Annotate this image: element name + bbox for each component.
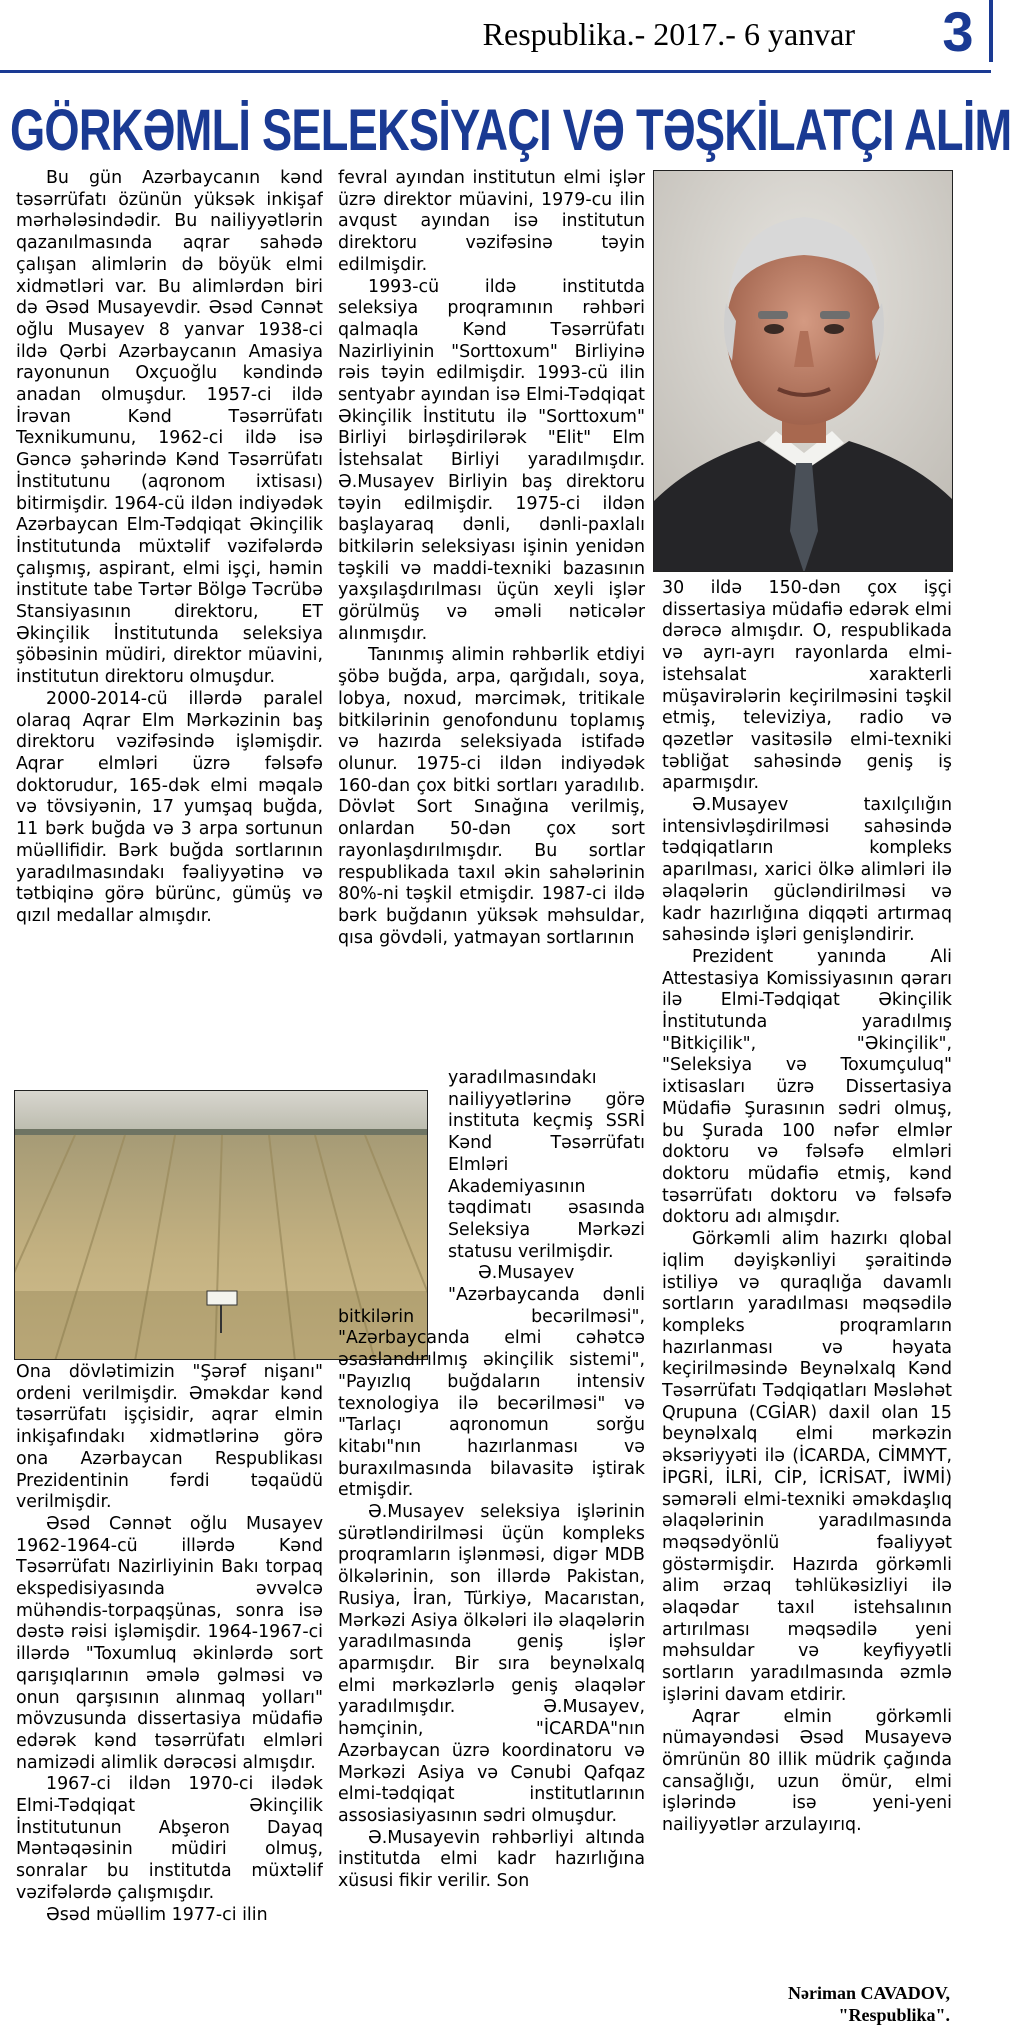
- page-number: 3: [927, 0, 993, 62]
- column-3: [662, 578, 952, 1978]
- paragraph: yaradılmasındakı nailiyyətlərinə görə instituta keçmiş SSRİ Kənd Təsərrüfatı Elmləri Akademiyasının təqdimatı əsasında Seleksiya Mərkəzi statusu verilmişdir.: [448, 1068, 645, 1262]
- column-1-bottom: [16, 1362, 323, 2022]
- paragraph: Prezident yanında Ali Attestasiya Komissiyasının qərarı ilə Elmi-Tədqiqat Əkinçilik İnstitutunda yaradılmış "Bitkiçilik", "Əkinçilik", "Seleksiya və Toxumçuluq" ixtisasları üzrə Dissertasiya Müdafiə Şurasının sədri olmuş, bu Şurada 100 nəfər elmlər doktoru və fəlsəfə elmləri doktoru müdafiə etmiş, kənd təsərrüfatı doktoru və fəlsəfə doktoru adı almışdır.: [662, 946, 952, 1228]
- paragraph: Tanınmış alimin rəhbərlik etdiyi şöbə buğda, arpa, qarğıdalı, soya, lobya, noxud, mərcimək, tritikale bitkilərinin genofondunu toplamış və hazırda seleksiyada istifadə olunur. 1975-ci ildən indiyədək 160-dan çox bitki sortları yaradılıb. Dövlət Sort Sınağına verilmiş, onlardan 50-dən çox sort rayonlaşdırılmışdır. Bu sortlar respublikada taxıl əkin sahələrinin 80%-ni təşkil etmişdir. 1987-ci ildə bərk buğdanın yüksək məhsuldar, qısa gövdəli, yatmayan sortlarının: [338, 645, 645, 948]
- paragraph: Ə.Musayev "Azərbaycanda dənli bitkilərin becərilməsi", "Azərbaycanda elmi cəhətcə əsaslandırılmış əkinçilik sistemi", "Payızlıq buğdaların intensiv texnologiya ilə becərilməsi" və "Tarlaçı aqronomun sorğu kitabı"nın hazırlanması və buraxılmasında bilavasitə iştirak etmişdir.: [338, 1263, 645, 1501]
- column-1-top: [16, 168, 323, 1073]
- paragraph: Bu gün Azərbaycanın kənd təsərrüfatı özünün yüksək inkişaf mərhələsindədir. Bu nailiyyətlərin qazanılmasında aqrar sahədə çalışan alimlərin də böyük elmi xidmətləri var. Bu alimlərdən biri də Əsəd Musayevdir. Əsəd Cənnət oğlu Musayev 8 yanvar 1938-ci ildə Qərbi Azərbaycanın Amasiya rayonunun Oxçuoğlu kəndində anadan olmuşdur. 1957-ci ildə İrəvan Kənd Təsərrüfatı Texnikumunu, 1962-ci ildə isə Gəncə şəhərində Kənd Təsərrüfatı İnstitutunu (aqronom ixtisası) bitirmişdir. 1964-cü ildən indiyədək Azərbaycan Elm-Tədqiqat Əkinçilik İnstitutunda müxtəlif vəzifələrdə çalışmış, aspirant, elmi işçi, həmin institute tabe Tərtər Bölgə Təcrübə Stansiyasının direktoru, ET Əkinçilik İnstitutunda seleksiya şöbəsinin müdiri, direktor müavini, institutun direktoru olmuşdur.: [16, 168, 323, 688]
- header-rule: [0, 70, 991, 73]
- paragraph: fevral ayından institutun elmi işlər üzrə direktor müavini, 1979-cu ilin avqust ayından isə institutun direktoru vəzifəsinə təyin edilmişdir.: [338, 168, 645, 275]
- paragraph: Əsəd Cənnət oğlu Musayev 1962-1964-cü illərdə Kənd Təsərrüfatı Nazirliyinin Bakı torpaq ekspedisiyasında əvvəlcə mühəndis-torpaqşünas, sonra isə dəstə rəisi işləmişdir. 1964-1967-ci illərdə "Toxumluq əkinlərdə sort qarışıqlarının əmələ gəlməsi və onun qarşısının alınmaq yolları" mövzusunda dissertasiya müdafiə edərək kənd təsərrüfatı elmləri namizədi alimlik dərəcəsi almışdır.: [16, 1513, 323, 1773]
- newspaper-date-line: Respublika.- 2017.- 6 yanvar: [482, 16, 855, 52]
- paragraph: Ə.Musayevin rəhbərliyi altında institutda elmi kadr hazırlığına xüsusi fikir verilir. Son: [338, 1827, 645, 1892]
- paragraph: 1993-cü ildə institutda seleksiya proqramının rəhbəri qalmaqla Kənd Təsərrüfatı Nazirliyinin "Sorttoxum" Birliyinə rəis təyin edilmişdir. 1993-cü ilin sentyabr ayından isə Elmi-Tədqiqat Əkinçilik İnstitutu ilə "Sorttoxum" Birliyi birləşdirilərək "Elit" Elm İstehsalat Birliyi yaradılmışdır. Ə.Musayev Birliyin baş direktoru təyin edilmişdir. 1975-ci ildən başlayaraq dənli, dənli-paxlalı bitkilərin seleksiyası işinin yenidən təşkili və maddi-texniki bazasının yaxşılaşdırılması üçün xeyli işlər görülmüş və əməli nəticələr alınmışdır.: [338, 276, 645, 644]
- portrait-image: [654, 171, 953, 572]
- paragraph: Ə.Musayev seleksiya işlərinin sürətləndirilməsi üçün kompleks proqramların işlənməsi, digər MDB ölkələrinin, son illərdə Pakistan, Rusiya, İran, Türkiyə, Macarıstan, Mərkəzi Asiya ölkələri ilə əlaqələrin yaradılmasında geniş işlər aparmışdır. Bir sıra beynəlxalq elmi mərkəzlərlə geniş əlaqələr yaradılmışdır. Ə.Musayev, həmçinin, "İCARDA"nın Azərbaycan üzrə koordinatoru və Mərkəzi Asiya və Cənubi Qafqaz elmi-tədqiqat institutlarının assosiasiyasının sədri olmuşdur.: [338, 1502, 645, 1826]
- article-headline: GÖRKƏMLİ SELEKSİYAÇI VƏ TƏŞKİLATÇI ALİM: [10, 98, 1012, 163]
- source-name: "Respublika".: [838, 2005, 950, 2025]
- column-2-top: [338, 168, 645, 1068]
- paragraph: Əsəd müəllim 1977-ci ilin: [46, 1904, 268, 1925]
- paragraph: 1967-ci ildən 1970-ci ilədək Elmi-Tədqiqat Əkinçilik İnstitutunun Abşeron Dayaq Məntəqəsinin müdiri olmuş, sonralar bu institutda müxtəlif vəzifələrdə çalışmışdır.: [16, 1774, 323, 1903]
- paragraph: 30 ildə 150-dən çox işçi dissertasiya müdafiə edərək elmi dərəcə almışdır. O, respublikada və ayrı-ayrı rayonlarda elmi-istehsalat xarakterli müşavirələrin keçirilməsini təşkil etmiş, televiziya, radio və qəzetlər vasitəsilə elmi-texniki təbliğat sahəsində geniş iş aparmışdır.: [662, 578, 952, 794]
- column-2-bottom: [338, 1068, 645, 2028]
- paragraph: Ə.Musayev taxılçılığın intensivləşdirilməsi sahəsində tədqiqatların kompleks aparılması, xarici ölkə alimləri ilə əlaqələrin gücləndirilməsi və kadr hazırlığına diqqəti artırmaq sahəsində işləri genişləndirir.: [662, 795, 952, 946]
- paragraph: Ona dövlətimizin "Şərəf nişanı" ordeni verilmişdir. Əməkdar kənd təsərrüfatı işçisidir, aqrar elmin inkişafındakı xidmətlərinə görə ona Azərbaycan Respublikası Prezidentinin fərdi təqaüdü verilmişdir.: [16, 1362, 323, 1513]
- paragraph: 2000-2014-cü illərdə paralel olaraq Aqrar Elm Mərkəzinin baş direktoru vəzifəsində işləmişdir. Aqrar elmləri üzrə fəlsəfə doktorudur, 165-dək elmi məqalə və tövsiyənin, 17 yumşaq buğda, 11 bərk buğda və 3 arpa sortunun müəllifidir. Bərk buğda sortlarının yaradılmasındakı fəaliyyətinə və tətbiqinə görə bürünc, gümüş və qızıl medallar almışdır.: [16, 688, 323, 926]
- paragraph: Görkəmli alim hazırkı qlobal iqlim dəyişkənliyi şəraitində istiliyə və quraqlığa davamlı sortların yaradılması məqsədilə kompleks proqramların hazırlanması və həyata keçirilməsində Beynəlxalq Kənd Təsərrüfatı Tədqiqatları Məsləhət Qrupuna (CGİAR) daxil olan 15 beynəlxalq elmi mərkəzin əksəriyyəti ilə (İCARDA, CİMMYT, İPGRİ, İLRİ, CİP, İCRİSAT, İWMİ) səmərəli elmi-texniki əməkdaşlıq əlaqələrinin yaradılmasında məqsədyönlü fəaliyyət göstərmişdir. Hazırda görkəmli alim ərzaq təhlükəsizliyi ilə əlaqədar taxıl istehsalının artırılması məqsədilə yeni məhsuldar və keyfiyyətli sortların yaradılmasında əzmlə işlərini davam etdirir.: [662, 1229, 952, 1705]
- photo-wrap-spacer: [338, 1068, 448, 1298]
- portrait-photo: [653, 170, 953, 572]
- paragraph: Aqrar elmin görkəmli nümayəndəsi Əsəd Musayevə ömrünün 80 illik müdrik çağında cansağlığı, uzun ömür, elmi işlərində isə yeni-yeni nailiyyətlər arzulayırıq.: [662, 1706, 952, 1836]
- author-name: Nəriman CAVADOV,: [787, 1983, 950, 2003]
- article-signature: [720, 1982, 950, 2026]
- page-header: [0, 0, 1015, 80]
